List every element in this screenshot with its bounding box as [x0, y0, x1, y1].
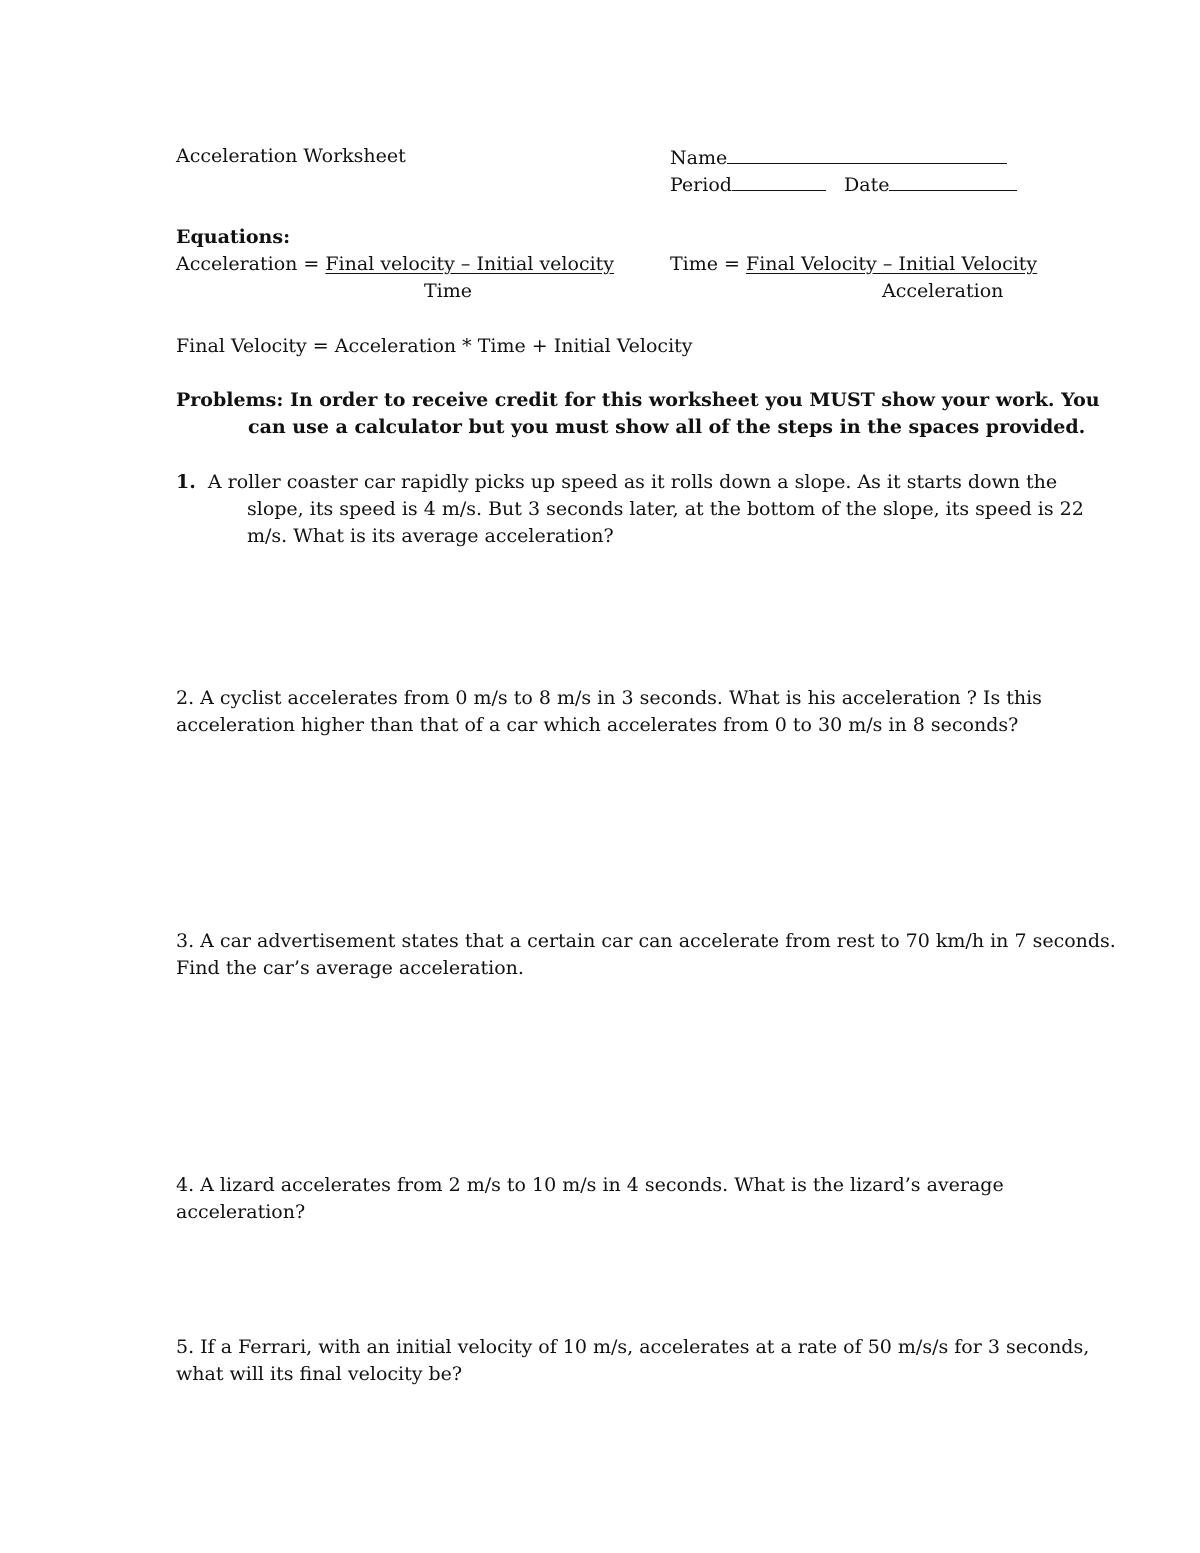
problem-1-number: 1.: [176, 471, 196, 493]
problem-1-line-1: [176, 469, 1057, 496]
problem-3-line-2: Find the car’s average acceleration.: [176, 957, 524, 979]
acceleration-lhs: Acceleration =: [176, 253, 326, 275]
problem-1-line-2: slope, its speed is 4 m/s. But 3 seconds later, at the bottom of the slope, its speed is 22: [247, 498, 1084, 520]
date-blank[interactable]: [889, 170, 1017, 191]
time-equation: [670, 251, 1037, 278]
problem-2-answer-space[interactable]: [176, 750, 1076, 910]
worksheet-title: Acceleration Worksheet: [176, 145, 406, 167]
equations-heading: Equations:: [176, 226, 291, 248]
date-label: Date: [844, 174, 890, 196]
problem-1-line-3: m/s. What is its average acceleration?: [247, 525, 614, 547]
problem-5-line-2: what will its final velocity be?: [176, 1363, 463, 1385]
name-label: Name: [670, 147, 728, 169]
time-lhs: Time =: [670, 253, 747, 275]
problem-2-line-2: acceleration higher than that of a car which accelerates from 0 to 30 m/s in 8 seconds?: [176, 714, 1019, 736]
problem-4-answer-space[interactable]: [176, 1240, 1076, 1320]
problem-5-line-1: 5. If a Ferrari, with an initial velocity of 10 m/s, accelerates at a rate of 50 m/s/s for 3 seconds,: [176, 1336, 1090, 1358]
problem-2-line-1: 2. A cyclist accelerates from 0 m/s to 8 m/s in 3 seconds. What is his acceleration ? Is this: [176, 687, 1042, 709]
acceleration-denominator: Time: [424, 280, 473, 302]
instructions-line-2: can use a calculator but you must show all of the steps in the spaces provided.: [248, 416, 1086, 438]
problem-4-line-2: acceleration?: [176, 1201, 306, 1223]
time-denominator: Acceleration: [882, 280, 1004, 302]
name-blank[interactable]: [727, 143, 1007, 164]
problem-1-answer-space[interactable]: [176, 560, 1076, 670]
acceleration-equation: [176, 251, 614, 278]
period-date-row: [670, 170, 1017, 199]
problem-3-answer-space[interactable]: [176, 995, 1076, 1155]
period-label: Period: [670, 174, 732, 196]
instructions-line-1: Problems: In order to receive credit for this worksheet you MUST show your work. You: [176, 389, 1100, 411]
period-blank[interactable]: [732, 170, 826, 191]
problem-1-text-1: A roller coaster car rapidly picks up speed as it rolls down a slope. As it starts down the: [207, 471, 1058, 493]
problem-3-line-1: 3. A car advertisement states that a certain car can accelerate from rest to 70 km/h in 7 seconds.: [176, 930, 1116, 952]
final-velocity-equation: Final Velocity = Acceleration * Time + Initial Velocity: [176, 335, 693, 357]
time-numerator: Final Velocity – Initial Velocity: [746, 253, 1038, 275]
name-field[interactable]: [670, 143, 1007, 172]
problem-4-line-1: 4. A lizard accelerates from 2 m/s to 10 m/s in 4 seconds. What is the lizard’s average: [176, 1174, 1004, 1196]
acceleration-numerator: Final velocity – Initial velocity: [325, 253, 615, 275]
problem-5-answer-space[interactable]: [176, 1400, 1076, 1520]
